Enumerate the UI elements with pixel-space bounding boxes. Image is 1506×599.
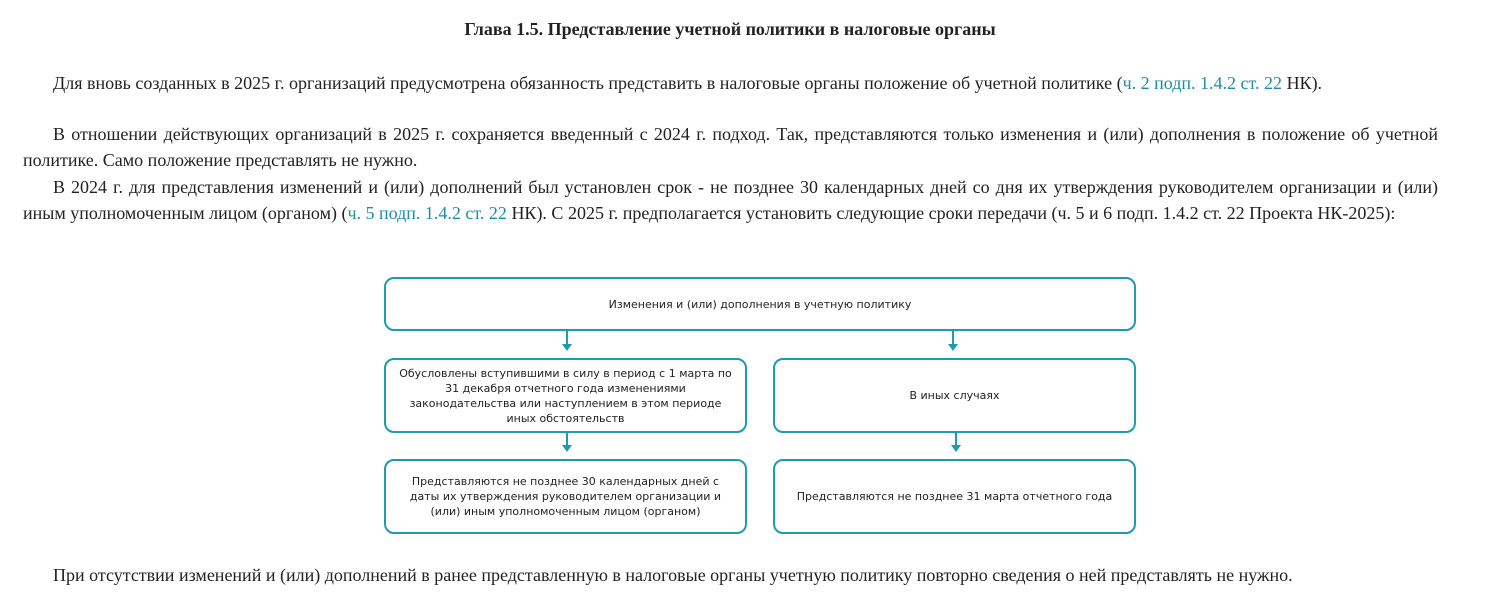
diagram-root-text: Изменения и (или) дополнения в учетную политику bbox=[608, 297, 912, 311]
paragraph-text: Для вновь созданных в 2025 г. организаций предусмотрена обязанность представить в налоговые органы положение об учетной политике ( bbox=[53, 73, 1123, 93]
paragraph-no-changes: При отсутствии изменений и (или) дополнений в ранее представленную в налоговые органы учетную политику повторно сведения о ней представлять не нужно. bbox=[53, 565, 1293, 585]
paragraph-text: В 2024 г. для представления изменений и (или) дополнений был установлен срок - не позднее 30 календарных дней со дня их утверждения руководителем организации и (или) иным уполномоченным лицом (органом) ( bbox=[23, 177, 1438, 223]
arrow-down-icon bbox=[566, 331, 568, 345]
paragraph-deadlines bbox=[23, 174, 1438, 226]
diagram-root-box bbox=[384, 277, 1136, 331]
paragraph-text: НК). bbox=[1282, 73, 1323, 93]
diagram-right-result-text: Представляются не позднее 31 марта отчетного года bbox=[796, 490, 1113, 503]
arrow-down-icon bbox=[955, 433, 957, 446]
diagram-left-result-text: Представляются не позднее 30 календарных дней с даты их утверждения руководителем организации и (или) иным уполномоченным лицом (органом) bbox=[409, 475, 722, 518]
diagram-left-condition-box bbox=[384, 358, 747, 433]
law-reference-link[interactable]: ч. 2 подп. 1.4.2 ст. 22 bbox=[1122, 73, 1283, 93]
law-reference-link[interactable]: ч. 5 подп. 1.4.2 ст. 22 bbox=[347, 203, 507, 223]
paragraph-text: НК). С 2025 г. предполагается установить следующие сроки передачи (ч. 5 и 6 подп. 1.4.2 ст. 22 Проекта НК-2025): bbox=[506, 203, 1396, 223]
diagram-left-result-box bbox=[384, 459, 747, 534]
diagram-left-condition-text: Обусловлены вступившими в силу в период с 1 марта по 31 декабря отчетного года изменениями законодательства или наступлением в этом периоде иных обстоятельств bbox=[399, 366, 732, 425]
diagram-right-result-box bbox=[773, 459, 1136, 534]
diagram-right-condition-box bbox=[773, 358, 1136, 433]
diagram-right-condition-text: В иных случаях bbox=[909, 389, 1000, 402]
paragraph-new-organizations bbox=[23, 70, 1438, 96]
paragraph-existing-organizations: В отношении действующих организаций в 2025 г. сохраняется введенный с 2024 г. подход. Так, представляются только изменения и (или) дополнения в положение об учетной политике. Само положение представлять не нужно. bbox=[23, 124, 1438, 170]
arrow-down-icon bbox=[566, 433, 568, 446]
chapter-title: Глава 1.5. Представление учетной политики в налоговые органы bbox=[464, 19, 996, 39]
arrow-down-icon bbox=[952, 331, 954, 345]
